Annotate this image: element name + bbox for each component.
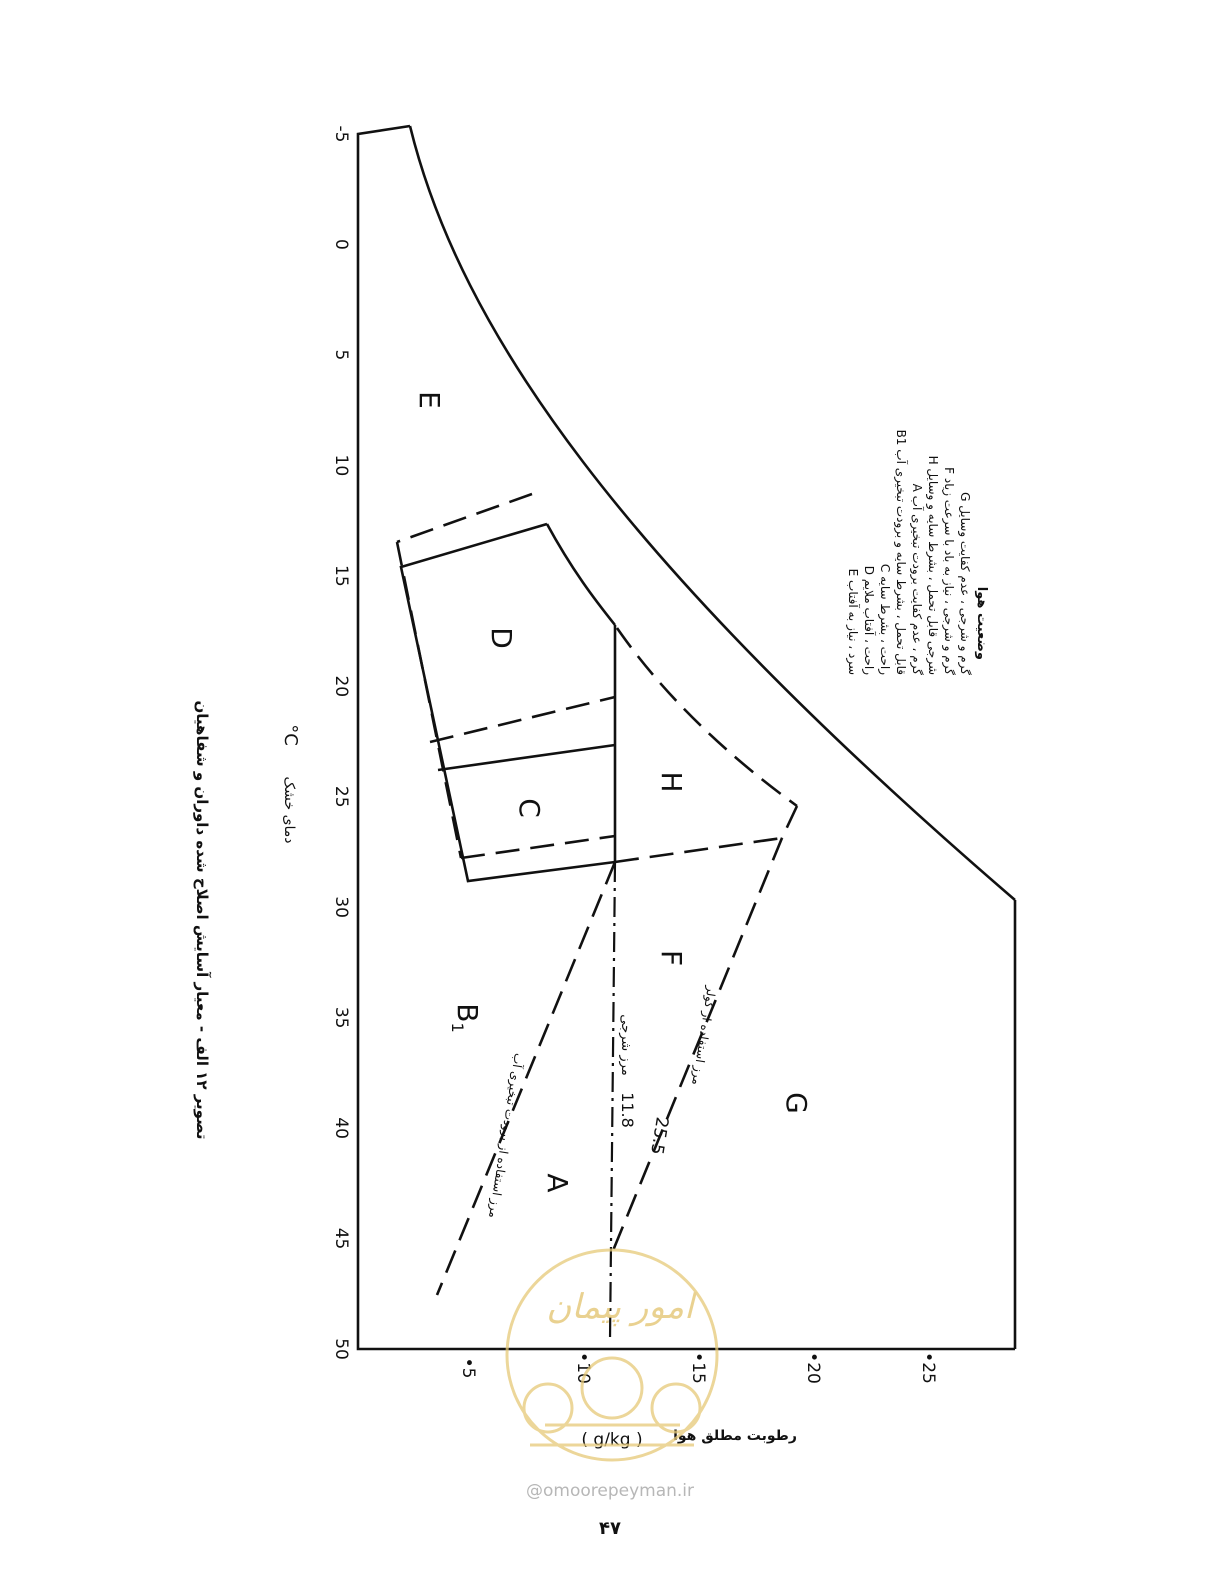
y-tick-label: •25 [918,1352,938,1384]
x-tick-label: 10 [331,454,351,477]
x-tick-label: 20 [331,675,351,698]
watermark-logo [507,1250,717,1460]
legend-item: A گرم ، عدم کفایت برودت تبخیری آب [910,483,924,675]
h-zone-tip-dash [782,806,797,838]
cooler-boundary-label: مرز استفاده از کولر [689,985,719,1087]
y-tick-label: •10 [573,1352,593,1384]
dashed-d-lower [397,542,461,858]
chart-outline [358,126,1015,1349]
dashed-c-divider [461,836,615,858]
y-tick-labels [458,1352,938,1384]
zone-label-d: D [485,627,518,649]
humidity-boundary-label: مرز شرجی [618,1014,633,1076]
legend-item: B1 قابل تحمل ، بشرط سایه و برودت تبخیری آب [894,429,908,675]
x-tick-label: 5 [331,349,351,361]
legend-items [845,430,989,676]
x-tick-label: 50 [331,1338,351,1360]
zone-label-a: A [541,1173,574,1193]
x-tick-label: 35 [331,1006,351,1029]
y-axis-unit: ( g/kg ) [581,1430,643,1450]
x-tick-label: 0 [331,239,351,250]
y-axis-label: رطوبت مطلق هوا [673,1428,797,1444]
legend-item: D راحت ، آفتاب ملایم [862,565,876,675]
zone-label-b1: $B_1$ [448,1003,484,1033]
boundary-labels [485,984,719,1219]
zone-label-e: E [413,391,446,409]
legend-item: E سرد ، نیاز به آفتاب [846,568,860,675]
h-zone-upper-dash [617,628,797,806]
x-tick-label: 25 [331,785,351,808]
zone-label-h: H [655,771,688,793]
comfort-zone-divider [438,745,615,770]
page-number: ۴۷ [599,1518,621,1539]
y-tick-label: •15 [688,1352,708,1384]
dashed-d-divider [430,697,615,742]
comfort-zone-outline [401,524,615,881]
watermark-site: @omoorepeyman.ir [525,1481,695,1501]
x-axis-title [280,724,301,843]
evaporative-boundary-line [437,862,615,1295]
legend-item: H شرجی قابل تحمل ، بشرط سایه و وسایل [926,455,940,675]
y-tick-label: •5 [458,1357,478,1379]
zone-label-c: C [513,798,546,818]
legend-item: G گرم و شرجی ، عدم کفایت وسایل [958,492,972,675]
legend-item: F گرم و شرجی ، نیاز به باد با سرعت زیاد [942,467,956,675]
evaporative-boundary-label: مرز استفاده از برودت تبخیری آب [485,1052,526,1220]
x-tick-labels [331,126,351,1360]
y-tick-label: •20 [803,1352,823,1384]
cooler-boundary-value: 25.5 [646,1115,672,1157]
figure-caption: تصویر ۱۲ الف - معیار آسایش اصلاح شده داوران و شفاهیان [193,700,211,1140]
humidity-boundary-value: 11.8 [618,1092,637,1128]
x-tick-label: 40 [331,1117,351,1139]
comfort-zone-top-curve [547,524,615,625]
x-axis-label: دمای خشک [281,776,297,844]
legend-title: وضعیت هوا [974,586,989,660]
y-axis-title [581,1428,797,1450]
h-zone-lower-dash [615,838,782,862]
legend [845,430,989,676]
x-tick-label: 45 [331,1227,351,1250]
x-tick-label: -5 [331,125,351,143]
x-tick-label: 15 [331,564,351,587]
svg-text:امور پیمان: امور پیمان [546,1287,694,1327]
x-tick-label: 30 [331,896,351,919]
legend-item: C راحت ، بشرط سایه [878,563,892,675]
x-axis-unit: °C [280,724,301,746]
zone-label-g: G [780,1092,813,1114]
humidity-boundary-line [610,862,615,1340]
zone-label-f: F [655,949,688,967]
